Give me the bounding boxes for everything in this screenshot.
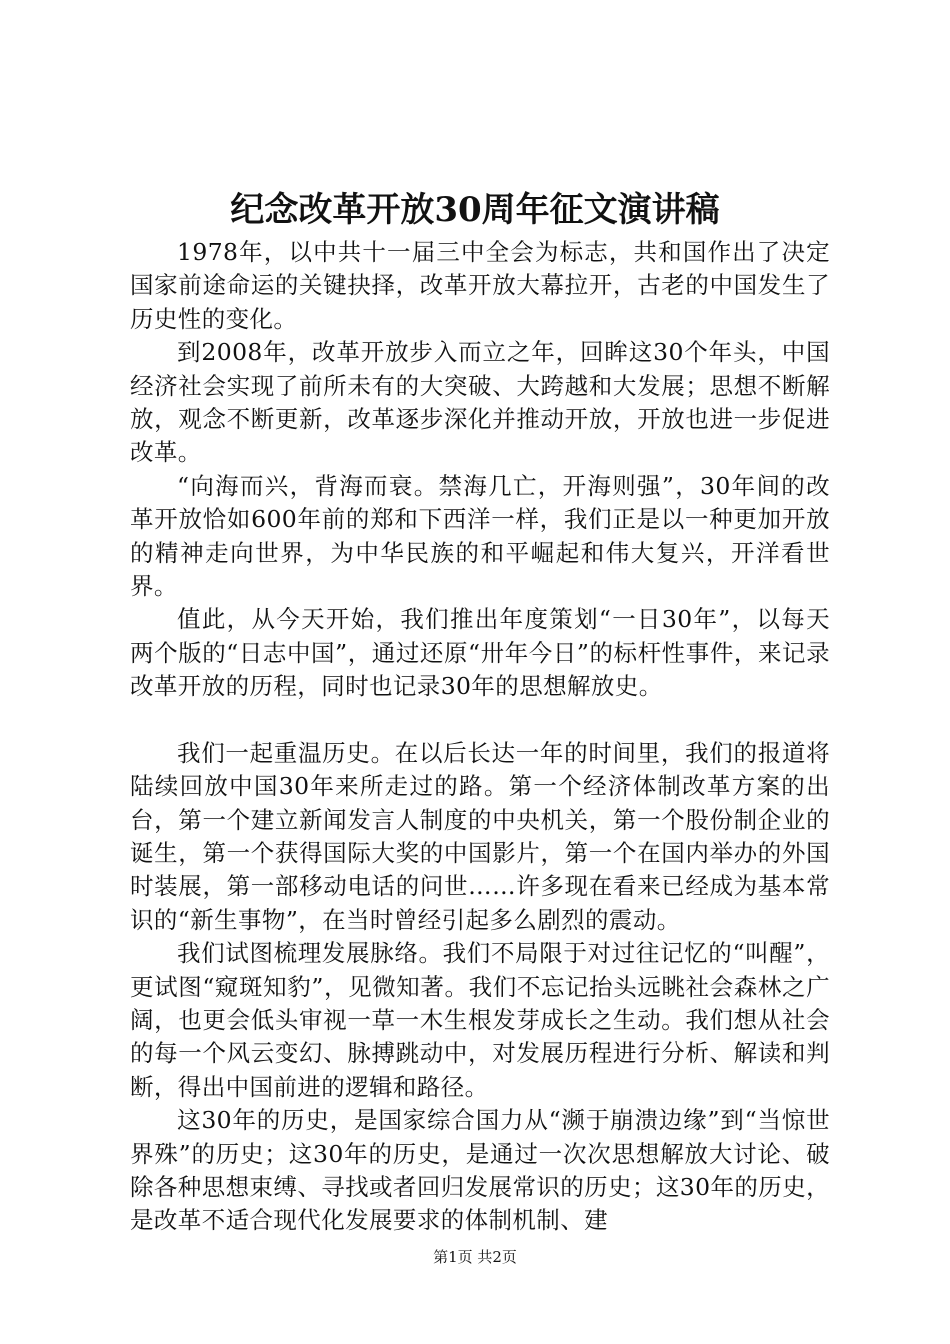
paragraph: 1978年，以中共十一届三中全会为标志，共和国作出了决定国家前途命运的关键抉择，改革开放大幕拉开，古老的中国发生了历史性的变化。 [130,238,830,333]
paragraph: 值此，从今天开始，我们推出年度策划“一日30年”，以每天两个版的“日志中国”，通过还原“卅年今日”的标杆性事件，来记录改革开放的历程，同时也记录30年的思想解放史。 [130,605,830,701]
page-number-footer: 第1页 共2页 [433,1248,517,1266]
document-title: 纪念改革开放30周年征文演讲稿 [230,190,720,230]
paragraph: 我们试图梳理发展脉络。我们不局限于对过往记忆的“叫醒”，更试图“窥斑知豹”，见微知著。我们不忘记抬头远眺社会森林之广阔，也更会低头审视一草一木生根发芽成长之生动。我们想从社会的每一个风云变幻、脉搏跳动中，对发展历程进行分析、解读和判断，得出中国前进的逻辑和路径。 [130,939,830,1101]
paragraph: 到2008年，改革开放步入而立之年，回眸这30个年头，中国经济社会实现了前所未有的大突破、大跨越和大发展；思想不断解放，观念不断更新，改革逐步深化并推动开放，开放也进一步促进改革。 [130,338,830,467]
document-body [130,236,830,1238]
paragraph: “向海而兴，背海而衰。禁海几亡，开海则强”，30年间的改革开放恰如600年前的郑和下西洋一样，我们正是以一种更加开放的精神走向世界，为中华民族的和平崛起和伟大复兴，开洋看世界。 [130,471,830,601]
paragraph: 我们一起重温历史。在以后长达一年的时间里，我们的报道将陆续回放中国30年来所走过的路。第一个经济体制改革方案的出台，第一个建立新闻发言人制度的中央机关，第一个股份制企业的诞生，第一个获得国际大奖的中国影片，第一个在国内举办的外国时装展，第一部移动电话的问世……许多现在看来已经成为基本常识的“新生事物”，在当时曾经引起多么剧烈的震动。 [130,738,830,934]
paragraph: 这30年的历史，是国家综合国力从“濒于崩溃边缘”到“当惊世界殊”的历史；这30年的历史，是通过一次次思想解放大讨论、破除各种思想束缚、寻找或者回归发展常识的历史；这30年的历史，是改革不适合现代化发展要求的体制机制、建 [130,1106,830,1235]
